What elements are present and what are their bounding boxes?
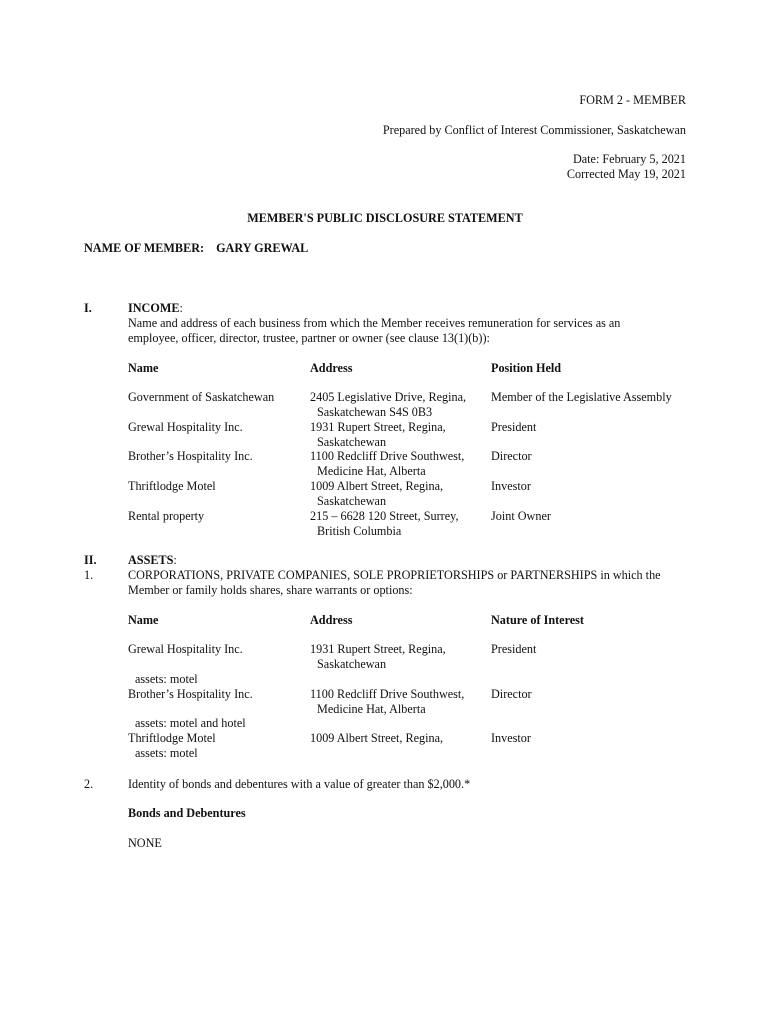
assets-sub1-number: 1. [84, 568, 94, 582]
row-position: Director [491, 449, 532, 463]
income-col-name: Name [128, 361, 159, 375]
income-description [128, 316, 620, 346]
row-address: 1100 Redcliff Drive Southwest, Medicine Hat, Alberta [310, 687, 465, 716]
row-asset-note: assets: motel and hotel [135, 716, 246, 730]
assets-heading: ASSETS [128, 553, 174, 567]
row-position: Joint Owner [491, 509, 551, 523]
row-address: 1931 Rupert Street, Regina, Saskatchewan [310, 420, 446, 449]
row-name: Thriftlodge Motel [128, 731, 216, 745]
assets-sub1-desc-line2: Member or family holds shares, share warrants or options: [128, 583, 413, 597]
form-date: Date: February 5, 2021 [572, 152, 686, 166]
row-name: Brother’s Hospitality Inc. [128, 449, 253, 463]
row-position: Member of the Legislative Assembly [491, 390, 672, 404]
income-numeral: I. [84, 301, 92, 315]
row-position: President [491, 420, 537, 434]
row-asset-note: assets: motel [135, 746, 198, 760]
prepared-by: Prepared by Conflict of Interest Commissioner, Saskatchewan [382, 123, 686, 137]
assets-sub2-description: Identity of bonds and debentures with a value of greater than $2,000.* [128, 777, 471, 791]
row-name: Grewal Hospitality Inc. [128, 642, 243, 656]
assets-sub1-desc-line1: CORPORATIONS, PRIVATE COMPANIES, SOLE PROPRIETORSHIPS or PARTNERSHIPS in which the [128, 568, 661, 582]
assets-col-nature: Nature of Interest [491, 613, 584, 627]
row-name: Grewal Hospitality Inc. [128, 420, 243, 434]
form-title: FORM 2 - MEMBER [579, 93, 686, 107]
row-nature: President [491, 642, 537, 656]
row-name: Rental property [128, 509, 205, 523]
income-heading: INCOME [128, 301, 180, 315]
income-desc-line1: Name and address of each business from which the Member receives remuneration for services as an [128, 316, 621, 330]
assets-sub1-description [128, 568, 661, 598]
member-label: NAME OF MEMBER: [84, 241, 205, 255]
assets-numeral: II. [84, 553, 97, 567]
row-position: Investor [491, 479, 531, 493]
row-nature: Director [491, 687, 532, 701]
row-address: 1009 Albert Street, Regina, [310, 731, 444, 745]
row-asset-note: assets: motel [135, 672, 198, 686]
row-address: 215 – 6628 120 Street, Surrey, British Columbia [310, 509, 459, 538]
income-desc-line2: employee, officer, director, trustee, partner or owner (see clause 13(1)(b)): [128, 331, 490, 345]
corrected-date: Corrected May 19, 2021 [566, 167, 686, 181]
row-address: 1009 Albert Street, Regina, Saskatchewan [310, 479, 444, 508]
row-nature: Investor [491, 731, 531, 745]
income-col-position: Position Held [491, 361, 562, 375]
row-name: Thriftlodge Motel [128, 479, 216, 493]
member-name-row [84, 241, 308, 256]
assets-col-name: Name [128, 613, 159, 627]
assets-col-address: Address [310, 613, 353, 627]
assets-colon: : [173, 553, 177, 567]
document-title: MEMBER'S PUBLIC DISCLOSURE STATEMENT [247, 211, 523, 225]
income-heading-row [128, 301, 183, 316]
income-col-address: Address [310, 361, 353, 375]
row-name: Brother’s Hospitality Inc. [128, 687, 253, 701]
assets-heading-row [128, 553, 177, 568]
income-colon: : [179, 301, 183, 315]
row-address: 1100 Redcliff Drive Southwest, Medicine Hat, Alberta [310, 449, 465, 478]
assets-sub2-number: 2. [84, 777, 94, 791]
member-name: GARY GREWAL [216, 241, 309, 255]
row-address: 2405 Legislative Drive, Regina, Saskatchewan S4S 0B3 [310, 390, 467, 419]
row-address: 1931 Rupert Street, Regina, Saskatchewan [310, 642, 446, 671]
bonds-value: NONE [128, 836, 162, 850]
row-name: Government of Saskatchewan [128, 390, 275, 404]
bonds-heading: Bonds and Debentures [128, 806, 246, 820]
